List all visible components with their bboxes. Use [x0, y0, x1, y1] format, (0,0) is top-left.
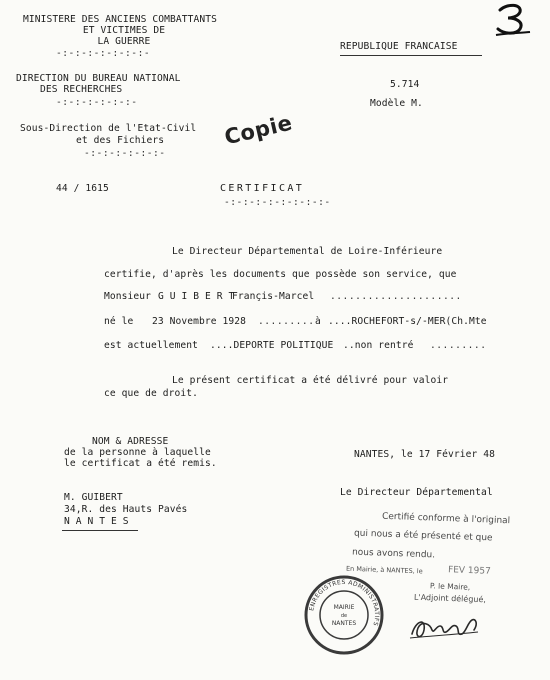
birth-date: 23 Novembre 1928: [152, 316, 247, 327]
subdirection-dots: -:-:-:-:-:-:-: [84, 148, 166, 159]
status-value: ....DEPORTE POLITIQUE: [210, 340, 334, 351]
direction-line-1: DIRECTION DU BUREAU NATIONAL: [16, 73, 181, 84]
reference-number: 44 / 1615: [56, 183, 109, 194]
validity-line-1: Le présent certificat a été délivré pour valoir: [172, 375, 449, 386]
place-date: NANTES, le 17 Février 48: [354, 449, 496, 460]
certificate-title: CERTIFICAT: [220, 183, 305, 194]
republic-underline: [340, 55, 482, 56]
recipient-street: 34,R. des Hauts Pavés: [64, 504, 188, 515]
recipient-city: N A N T E S: [64, 516, 129, 527]
certified-line-3: nous avons rendu.: [351, 547, 436, 561]
mairie-round-stamp: [303, 574, 385, 656]
direction-dots: -:-:-:-:-:-:-: [56, 97, 138, 108]
certified-line-6: L'Adjoint délégué,: [413, 592, 487, 605]
status-rest: ..non rentré: [343, 340, 414, 351]
firstnames-value: Françis-Marcel: [232, 291, 315, 302]
recipient-name: M. GUIBERT: [64, 492, 123, 503]
born-label: né le: [104, 316, 134, 327]
recipient-heading-3: le certificat a été remis.: [64, 458, 217, 469]
status-dots: .........: [430, 340, 487, 351]
monsieur-dots: .....................: [330, 291, 462, 302]
body-line-2: certifie, d'après les documents que possède son service, que: [104, 269, 457, 280]
subdirection-line-2: et des Fichiers: [76, 135, 165, 146]
certified-date: FEV 1957: [447, 565, 491, 577]
ministry-dots: -:-:-:-:-:-:-:-: [56, 48, 151, 59]
birth-place: ....ROCHEFORT-s/-MER(Ch.Mte: [328, 316, 487, 327]
ministry-line-3: LA GUERRE: [97, 36, 151, 47]
republic-header: REPUBLIQUE FRANCAISE: [340, 41, 458, 52]
birth-place-at: à: [315, 316, 321, 327]
stamp-outer-text: ENREGISTRES ADMINISTRATIFS: [308, 578, 381, 627]
certified-line-2: qui nous a été présenté et que: [353, 528, 493, 544]
page-number-3: [492, 2, 532, 36]
ministry-line-1: MINISTERE DES ANCIENS COMBATTANTS: [23, 14, 217, 25]
certified-line-1: Certifié conforme à l'original: [381, 511, 511, 527]
copie-stamp: Copie: [222, 110, 295, 150]
certified-line-4: En Mairie, à NANTES, le: [345, 564, 423, 576]
ministry-line-2: ET VICTIMES DE: [82, 25, 166, 36]
direction-line-2: DES RECHERCHES: [40, 84, 123, 95]
handwritten-signature: [406, 612, 482, 644]
recipient-underline: [62, 530, 138, 531]
stamp-center-1: MAIRIE: [333, 604, 355, 611]
form-number: 5.714: [390, 79, 420, 90]
stamp-center-2: de: [340, 613, 348, 619]
signatory-title: Le Directeur Départemental: [340, 487, 493, 498]
status-label: est actuellement: [104, 340, 199, 351]
monsieur-label: Monsieur: [104, 291, 152, 302]
subdirection-line-1: Sous-Direction de l'Etat-Civil: [20, 123, 197, 134]
surname-value: G U I B E R T: [158, 291, 235, 302]
body-line-1: Le Directeur Départemental de Loire-Inférieure: [172, 246, 443, 257]
title-dots: -:-:-:-:-:-:-:-:-: [224, 197, 331, 208]
model-label: Modèle M.: [370, 98, 423, 109]
certified-line-5: P. le Maire,: [429, 581, 471, 592]
born-dots: .........: [258, 316, 315, 327]
recipient-heading-1: NOM & ADRESSE: [92, 436, 169, 447]
validity-line-2: ce que de droit.: [104, 388, 199, 399]
recipient-heading-2: de la personne à laquelle: [64, 447, 211, 458]
stamp-center-3: NANTES: [331, 620, 357, 627]
